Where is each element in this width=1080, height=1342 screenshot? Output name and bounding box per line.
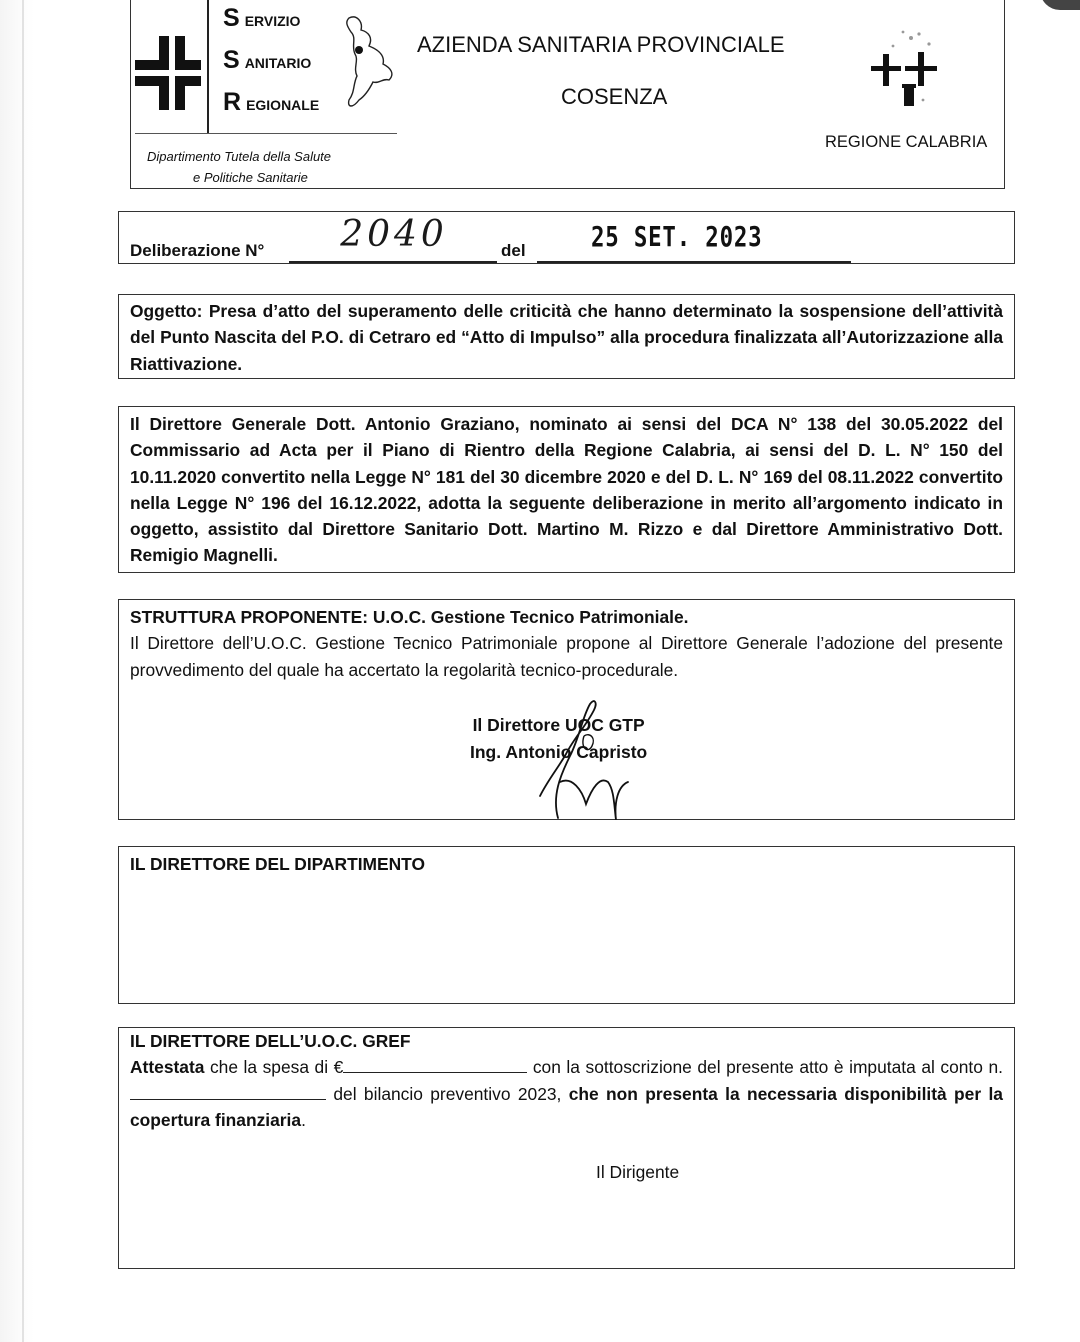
- department-name: [147, 146, 331, 188]
- gref-text-3: del bilancio preventivo 2023,: [326, 1083, 569, 1104]
- deliberation-label: Deliberazione N°: [130, 241, 265, 260]
- ssr-line-2: SANITARIO: [223, 46, 312, 74]
- director-general-box: [118, 406, 1015, 573]
- account-blank: [130, 1082, 326, 1100]
- gref-text-2: con la sottoscrizione del presente atto è imputata al conto n.: [527, 1057, 1003, 1078]
- gref-bold-tail: che non presenta la necessaria disponibilità per la copertura finanziaria: [130, 1083, 1003, 1130]
- number-underline: [289, 261, 497, 263]
- signer-role: Il Direttore UOC GTP: [472, 715, 645, 735]
- proposing-structure-body: Il Direttore dell’U.O.C. Gestione Tecnico Patrimoniale propone al Direttore Generale l’adozione del presente provvedimento del quale ha accertato la regolarità tecnico-procedurale.: [130, 633, 1003, 680]
- header-rule: [135, 133, 397, 134]
- gref-text-1: che la spesa di €: [204, 1057, 344, 1078]
- handwritten-signature: [524, 696, 644, 820]
- gref-end: .: [301, 1109, 306, 1130]
- gref-box: [118, 1027, 1015, 1269]
- department-line-1: Dipartimento Tutela della Salute: [147, 149, 332, 164]
- date-underline: [537, 261, 851, 263]
- department-director-heading: IL DIRETTORE DEL DIPARTIMENTO: [130, 854, 426, 874]
- ssr-line-3: REGIONALE: [223, 88, 320, 116]
- department-director-box: [118, 846, 1015, 1004]
- gref-text: [130, 1028, 1003, 1133]
- gref-heading: IL DIRETTORE DELL’U.O.C. GREF: [130, 1031, 411, 1051]
- scan-edge: [0, 0, 34, 1342]
- proposing-structure-text: [130, 604, 1003, 683]
- deliberation-date-stamp: 25 SET. 2023: [591, 220, 763, 253]
- proposing-structure-box: [118, 599, 1015, 820]
- department-line-2: e Politiche Sanitarie: [193, 170, 308, 185]
- region-label: REGIONE CALABRIA: [825, 133, 988, 151]
- subject-text: Oggetto: Presa d’atto del superamento delle criticità che hanno determinato la sospensione dell’attività del Punto Nascita del P.O. di Cetraro ed “Atto di Impulso” alla procedura finalizzata all’Autorizzazione alla Riattivazione.: [130, 301, 1003, 374]
- calabria-map-icon: [339, 12, 399, 112]
- deliberation-box: [118, 211, 1015, 264]
- amount-blank: [343, 1055, 527, 1073]
- agency-city: COSENZA: [561, 84, 668, 109]
- subject-box: [118, 294, 1015, 379]
- ssr-logo-icon: [135, 36, 201, 110]
- ssr-wordmark: [223, 6, 319, 132]
- date-label: del: [501, 241, 526, 260]
- letterhead: [130, 0, 1005, 189]
- director-general-text: Il Direttore Generale Dott. Antonio Graziano, nominato ai sensi del DCA N° 138 del 30.05.2022 del Commissario ad Acta per il Piano di Rientro della Regione Calabria, ai sensi del D. L. N° 150 del 10.11.2020 convertito nella Legge N° 181 del 30 dicembre 2020 e del D. L. N° 169 del 08.11.2022 convertito nella Legge N° 196 del 16.12.2022, adotta la seguente deliberazione in merito all’argomento indicato in oggetto, assistito dal Direttore Sanitario Dott. Martino M. Rizzo e dal Direttore Amministrativo Dott. Remigio Magnelli.: [130, 414, 1003, 566]
- region-crest-icon: [853, 22, 953, 122]
- scan-line: [22, 0, 24, 1342]
- proposing-structure-heading: STRUTTURA PROPONENTE: U.O.C. Gestione Tecnico Patrimoniale.: [130, 607, 689, 627]
- ssr-line-1: SERVIZIO: [223, 4, 301, 32]
- dirigente-label: Il Dirigente: [596, 1162, 680, 1182]
- deliberation-number: 2040: [340, 214, 448, 255]
- agency-title: AZIENDA SANITARIA PROVINCIALE: [417, 32, 785, 57]
- gref-attestata: Attestata: [130, 1057, 205, 1078]
- signer-name: Ing. Antonio Capristo: [470, 742, 648, 762]
- logo-divider: [207, 0, 209, 133]
- scan-corner-mark: [1040, 0, 1080, 10]
